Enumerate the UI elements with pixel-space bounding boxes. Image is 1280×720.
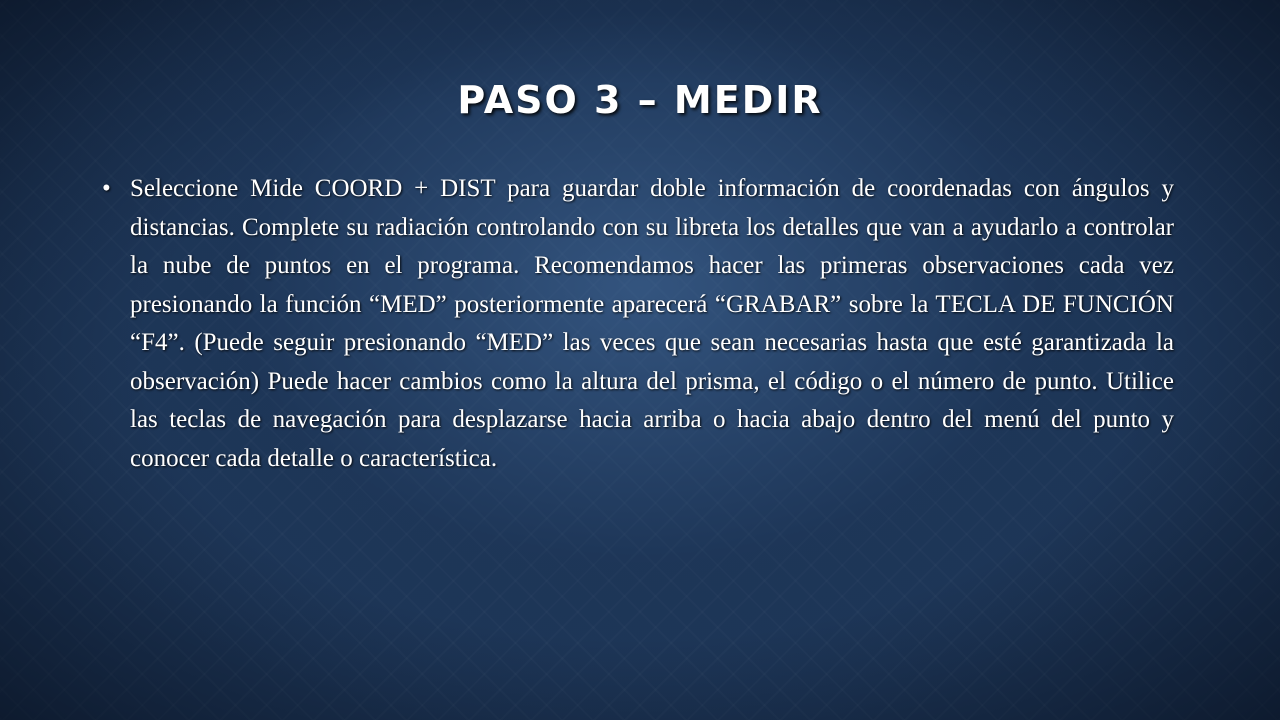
slide-body <box>102 170 1174 478</box>
bullet-item <box>102 170 1174 478</box>
slide-title: PASO 3 – MEDIR <box>457 78 823 122</box>
bullet-icon: • <box>102 175 111 202</box>
bullet-text: Seleccione Mide COORD + DIST para guardar doble información de coordenadas con ángulos y distancias. Complete su radiación controlando con su libreta los detalles que van a ayudarlo a controlar la nube de puntos en el programa. Recomendamos hacer las primeras observaciones cada vez presionando la función “MED” posteriormente aparecerá “GRABAR” sobre la TECLA DE FUNCIÓN “F4”. (Puede seguir presionando “MED” las veces que sean necesarias hasta que esté garantizada la observación) Puede hacer cambios como la altura del prisma, el código o el número de punto. Utilice las teclas de navegación para desplazarse hacia arriba o hacia abajo dentro del menú del punto y conocer cada detalle o característica. <box>130 175 1174 472</box>
